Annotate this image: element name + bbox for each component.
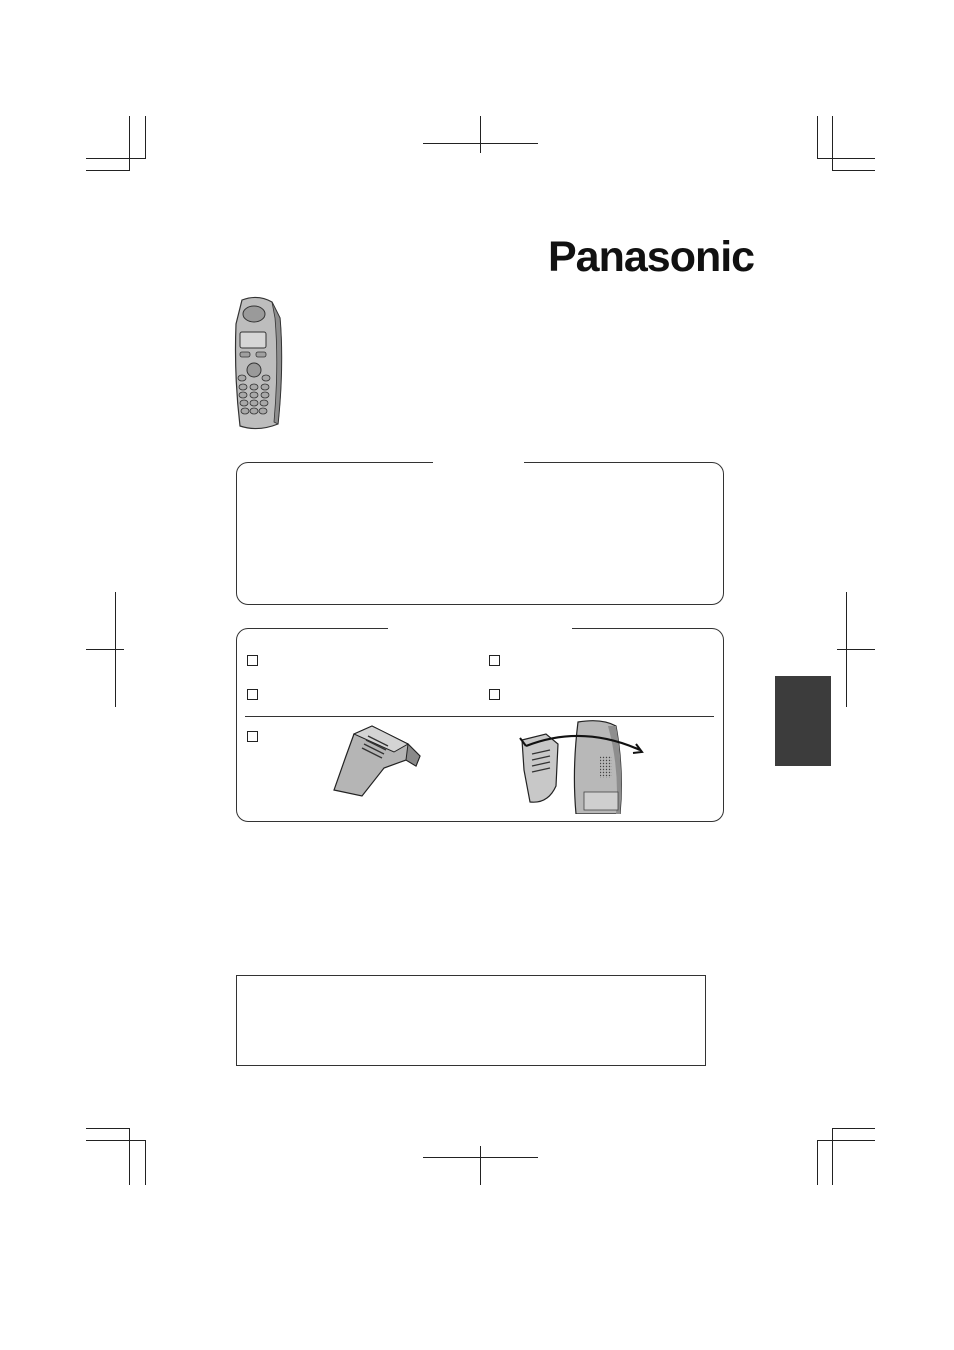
notice-box bbox=[236, 975, 706, 1066]
section-side-tab bbox=[775, 676, 831, 766]
checklist-divider bbox=[245, 716, 714, 717]
checklist-checkbox-1[interactable] bbox=[247, 655, 258, 666]
cordless-handset-illustration bbox=[228, 296, 288, 432]
intro-box bbox=[236, 462, 724, 605]
belt-clip-illustration bbox=[328, 722, 428, 800]
accessory-box-legend-gap bbox=[388, 625, 572, 631]
intro-box-legend-gap bbox=[433, 459, 524, 465]
checklist-checkbox-4[interactable] bbox=[489, 689, 500, 700]
panasonic-logo: Panasonic bbox=[548, 233, 755, 281]
belt-clip-attachment-illustration bbox=[512, 720, 652, 814]
checklist-checkbox-2[interactable] bbox=[489, 655, 500, 666]
checklist-checkbox-3[interactable] bbox=[247, 689, 258, 700]
checklist-checkbox-5[interactable] bbox=[247, 731, 258, 742]
